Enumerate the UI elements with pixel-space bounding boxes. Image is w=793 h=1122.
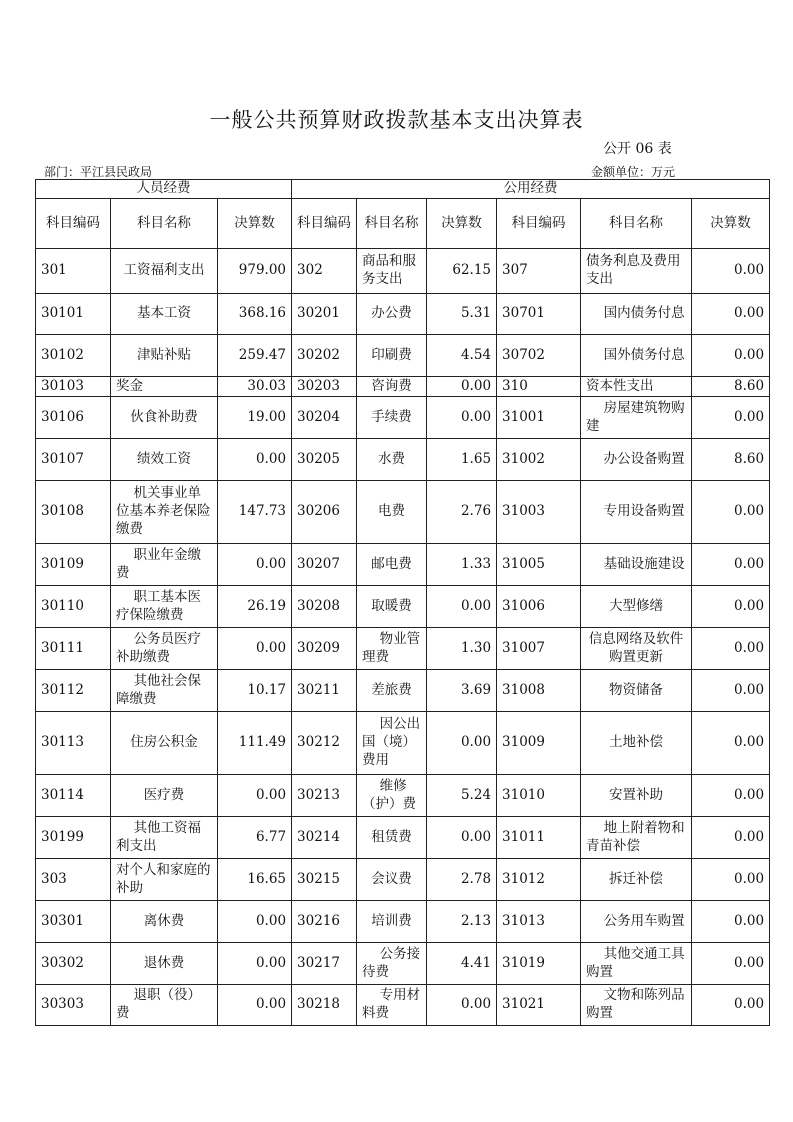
cell-name: 租赁费	[357, 817, 427, 859]
cell-code: 31007	[497, 628, 581, 670]
table-row	[36, 628, 770, 670]
cell-amount: 0.00	[692, 397, 770, 439]
cell-code: 30209	[292, 628, 357, 670]
cell-name: 离休费	[111, 901, 218, 943]
cell-code: 302	[292, 249, 357, 294]
cell-amount: 30.03	[218, 377, 292, 397]
cell-amount: 0.00	[218, 943, 292, 985]
cell-amount: 0.00	[692, 775, 770, 817]
page-title: 一般公共预算财政拨款基本支出决算表	[209, 108, 584, 132]
cell-amount: 0.00	[692, 943, 770, 985]
cell-name: 公务用车购置	[581, 901, 692, 943]
cell-name: 其他交通工具购置	[581, 943, 692, 985]
cell-amount: 0.00	[427, 586, 497, 628]
cell-code: 30206	[292, 481, 357, 544]
cell-name: 培训费	[357, 901, 427, 943]
expenditure-table	[35, 179, 770, 1026]
cell-amount: 0.00	[218, 439, 292, 481]
cell-amount: 0.00	[692, 985, 770, 1026]
cell-amount: 0.00	[692, 859, 770, 901]
cell-code: 30109	[36, 544, 111, 586]
cell-name: 住房公积金	[111, 712, 218, 775]
form-number: 公开 06 表	[603, 141, 672, 157]
cell-code: 31012	[497, 859, 581, 901]
cell-code: 31006	[497, 586, 581, 628]
cell-amount: 0.00	[218, 628, 292, 670]
cell-amount: 0.00	[692, 335, 770, 377]
cell-amount: 0.00	[218, 775, 292, 817]
cell-amount: 0.00	[692, 712, 770, 775]
cell-amount: 1.30	[427, 628, 497, 670]
cell-name: 机关事业单位基本养老保险缴费	[111, 481, 218, 544]
cell-name: 公务员医疗补助缴费	[111, 628, 218, 670]
table-row	[36, 859, 770, 901]
cell-amount: 0.00	[692, 294, 770, 335]
header-amount: 决算数	[218, 199, 292, 249]
cell-code: 301	[36, 249, 111, 294]
cell-name: 电费	[357, 481, 427, 544]
department-label: 部门：平江县民政局	[44, 165, 153, 179]
cell-code: 30211	[292, 670, 357, 712]
cell-name: 地上附着物和青苗补偿	[581, 817, 692, 859]
cell-name: 差旅费	[357, 670, 427, 712]
cell-name: 邮电费	[357, 544, 427, 586]
header-name: 科目名称	[581, 199, 692, 249]
cell-amount: 2.13	[427, 901, 497, 943]
cell-name: 房屋建筑物购建	[581, 397, 692, 439]
cell-amount: 0.00	[692, 817, 770, 859]
cell-code: 30213	[292, 775, 357, 817]
cell-code: 30108	[36, 481, 111, 544]
cell-amount: 0.00	[427, 377, 497, 397]
cell-amount: 4.54	[427, 335, 497, 377]
table-row	[36, 544, 770, 586]
cell-code: 30217	[292, 943, 357, 985]
cell-name: 手续费	[357, 397, 427, 439]
cell-amount: 2.78	[427, 859, 497, 901]
cell-code: 30212	[292, 712, 357, 775]
cell-name: 印刷费	[357, 335, 427, 377]
cell-code: 30218	[292, 985, 357, 1026]
cell-amount: 0.00	[427, 817, 497, 859]
cell-amount: 16.65	[218, 859, 292, 901]
cell-code: 30101	[36, 294, 111, 335]
cell-name: 安置补助	[581, 775, 692, 817]
cell-code: 307	[497, 249, 581, 294]
cell-name: 会议费	[357, 859, 427, 901]
cell-amount: 368.16	[218, 294, 292, 335]
cell-amount: 6.77	[218, 817, 292, 859]
cell-name: 文物和陈列品购置	[581, 985, 692, 1026]
cell-name: 津贴补贴	[111, 335, 218, 377]
cell-amount: 19.00	[218, 397, 292, 439]
table-row	[36, 712, 770, 775]
cell-code: 31009	[497, 712, 581, 775]
cell-code: 30215	[292, 859, 357, 901]
cell-code: 31013	[497, 901, 581, 943]
header-name: 科目名称	[111, 199, 218, 249]
cell-name: 退休费	[111, 943, 218, 985]
cell-name: 维修（护）费	[357, 775, 427, 817]
cell-name: 咨询费	[357, 377, 427, 397]
table-row	[36, 335, 770, 377]
cell-code: 30102	[36, 335, 111, 377]
cell-code: 31005	[497, 544, 581, 586]
cell-code: 30204	[292, 397, 357, 439]
cell-name: 物业管理费	[357, 628, 427, 670]
cell-code: 30110	[36, 586, 111, 628]
cell-code: 303	[36, 859, 111, 901]
cell-amount: 979.00	[218, 249, 292, 294]
cell-name: 对个人和家庭的补助	[111, 859, 218, 901]
cell-code: 31008	[497, 670, 581, 712]
cell-code: 30112	[36, 670, 111, 712]
header-amount: 决算数	[692, 199, 770, 249]
group-personnel: 人员经费	[36, 180, 292, 199]
cell-amount: 5.24	[427, 775, 497, 817]
cell-code: 30303	[36, 985, 111, 1026]
column-header-row	[36, 199, 770, 249]
cell-name: 伙食补助费	[111, 397, 218, 439]
cell-name: 奖金	[111, 377, 218, 397]
cell-code: 31019	[497, 943, 581, 985]
table-row	[36, 670, 770, 712]
cell-code: 30216	[292, 901, 357, 943]
header-name: 科目名称	[357, 199, 427, 249]
cell-amount: 8.60	[692, 377, 770, 397]
cell-code: 31021	[497, 985, 581, 1026]
group-public: 公用经费	[292, 180, 770, 199]
cell-amount: 26.19	[218, 586, 292, 628]
table-row	[36, 775, 770, 817]
header-code: 科目编码	[36, 199, 111, 249]
cell-name: 工资福利支出	[111, 249, 218, 294]
cell-name: 信息网络及软件购置更新	[581, 628, 692, 670]
table-row	[36, 586, 770, 628]
cell-name: 退职（役）费	[111, 985, 218, 1026]
cell-code: 30214	[292, 817, 357, 859]
table-row	[36, 294, 770, 335]
cell-code: 310	[497, 377, 581, 397]
cell-code: 30301	[36, 901, 111, 943]
cell-name: 职业年金缴费	[111, 544, 218, 586]
group-header-row	[36, 180, 770, 199]
cell-amount: 0.00	[692, 249, 770, 294]
header-code: 科目编码	[292, 199, 357, 249]
cell-name: 其他工资福利支出	[111, 817, 218, 859]
cell-amount: 62.15	[427, 249, 497, 294]
header-amount: 决算数	[427, 199, 497, 249]
cell-name: 基本工资	[111, 294, 218, 335]
cell-name: 取暖费	[357, 586, 427, 628]
table-row	[36, 439, 770, 481]
cell-code: 30107	[36, 439, 111, 481]
cell-amount: 1.33	[427, 544, 497, 586]
cell-code: 31001	[497, 397, 581, 439]
cell-amount: 3.69	[427, 670, 497, 712]
cell-name: 公务接待费	[357, 943, 427, 985]
cell-amount: 1.65	[427, 439, 497, 481]
cell-code: 30113	[36, 712, 111, 775]
cell-code: 30199	[36, 817, 111, 859]
cell-name: 资本性支出	[581, 377, 692, 397]
cell-amount: 0.00	[427, 985, 497, 1026]
cell-name: 基础设施建设	[581, 544, 692, 586]
cell-amount: 0.00	[692, 481, 770, 544]
cell-code: 31003	[497, 481, 581, 544]
cell-code: 30203	[292, 377, 357, 397]
cell-code: 31011	[497, 817, 581, 859]
table-row	[36, 817, 770, 859]
cell-amount: 111.49	[218, 712, 292, 775]
cell-name: 债务利息及费用支出	[581, 249, 692, 294]
cell-amount: 0.00	[692, 628, 770, 670]
cell-name: 大型修缮	[581, 586, 692, 628]
cell-name: 其他社会保障缴费	[111, 670, 218, 712]
cell-amount: 8.60	[692, 439, 770, 481]
cell-amount: 0.00	[692, 544, 770, 586]
unit-label: 金额单位：万元	[591, 165, 676, 179]
cell-amount: 0.00	[218, 985, 292, 1026]
cell-name: 办公设备购置	[581, 439, 692, 481]
cell-name: 水费	[357, 439, 427, 481]
cell-code: 30111	[36, 628, 111, 670]
cell-name: 国外债务付息	[581, 335, 692, 377]
cell-name: 因公出国（境）费用	[357, 712, 427, 775]
cell-code: 31002	[497, 439, 581, 481]
cell-amount: 5.31	[427, 294, 497, 335]
cell-amount: 10.17	[218, 670, 292, 712]
cell-amount: 0.00	[427, 397, 497, 439]
cell-amount: 0.00	[692, 586, 770, 628]
cell-name: 国内债务付息	[581, 294, 692, 335]
cell-name: 办公费	[357, 294, 427, 335]
cell-code: 30208	[292, 586, 357, 628]
cell-amount: 0.00	[427, 712, 497, 775]
table-row	[36, 377, 770, 397]
cell-name: 医疗费	[111, 775, 218, 817]
cell-name: 物资储备	[581, 670, 692, 712]
table-row	[36, 249, 770, 294]
cell-amount: 0.00	[218, 901, 292, 943]
cell-name: 商品和服务支出	[357, 249, 427, 294]
cell-code: 31010	[497, 775, 581, 817]
table-row	[36, 481, 770, 544]
header-code: 科目编码	[497, 199, 581, 249]
cell-code: 30207	[292, 544, 357, 586]
table-row	[36, 943, 770, 985]
cell-code: 30114	[36, 775, 111, 817]
cell-name: 拆迁补偿	[581, 859, 692, 901]
cell-code: 30701	[497, 294, 581, 335]
table-row	[36, 397, 770, 439]
cell-amount: 0.00	[692, 670, 770, 712]
cell-amount: 2.76	[427, 481, 497, 544]
table-row	[36, 901, 770, 943]
cell-amount: 259.47	[218, 335, 292, 377]
table-row	[36, 985, 770, 1026]
cell-amount: 147.73	[218, 481, 292, 544]
cell-code: 30202	[292, 335, 357, 377]
cell-code: 30103	[36, 377, 111, 397]
cell-name: 职工基本医疗保险缴费	[111, 586, 218, 628]
cell-code: 30702	[497, 335, 581, 377]
cell-name: 绩效工资	[111, 439, 218, 481]
cell-code: 30106	[36, 397, 111, 439]
cell-code: 30201	[292, 294, 357, 335]
cell-name: 专用设备购置	[581, 481, 692, 544]
cell-amount: 0.00	[692, 901, 770, 943]
cell-amount: 4.41	[427, 943, 497, 985]
cell-amount: 0.00	[218, 544, 292, 586]
cell-name: 土地补偿	[581, 712, 692, 775]
cell-code: 30205	[292, 439, 357, 481]
cell-code: 30302	[36, 943, 111, 985]
cell-name: 专用材料费	[357, 985, 427, 1026]
